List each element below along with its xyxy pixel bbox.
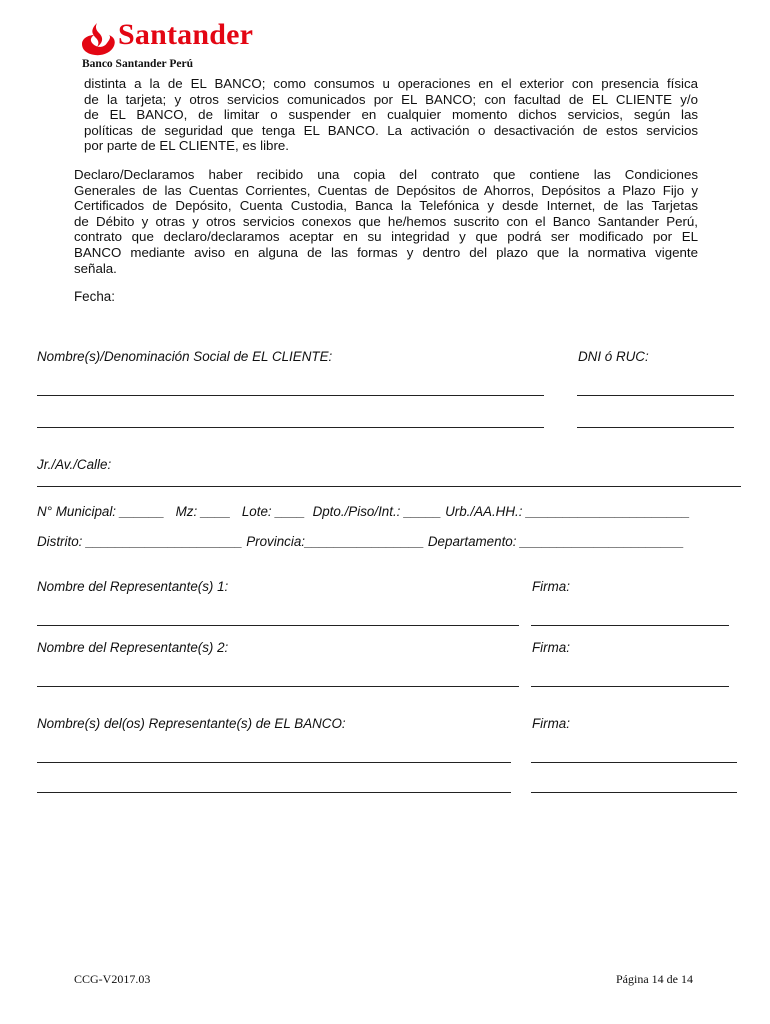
paragraph-line: distinta a la de EL BANCO; como consumos u operaciones en el exterior con presencia física (84, 76, 698, 91)
rep1-signature-line[interactable] (531, 625, 729, 626)
paragraph-line: contrato que declaro/declaramos aceptar en su integridad y que podrá ser modificado por EL (74, 229, 698, 245)
rep2-label: Nombre del Representante(s) 2: (37, 640, 229, 655)
dni-line-2[interactable] (577, 427, 734, 428)
brand-name: Santander (118, 18, 254, 51)
rep2-firma-label: Firma: (532, 640, 570, 655)
dni-line-1[interactable] (577, 395, 734, 396)
client-name-line-2[interactable] (37, 427, 544, 428)
paragraph-line: políticas de seguridad que tenga EL BANCO. La activación o desactivación de estos servicios (84, 122, 698, 138)
bank-rep-signature-line-2[interactable] (531, 792, 737, 793)
paragraph-line: Certificados de Depósito, Cuenta Custodia, Banca la Telefónica y desde Internet, de las Tarjetas (74, 198, 698, 214)
dni-label: DNI ó RUC: (578, 349, 649, 364)
fecha-label: Fecha: (74, 289, 115, 304)
paragraph-line: de Débito y otras y otros servicios conexos que he/hemos suscrito con el Banco Santander Perú, (74, 213, 698, 229)
rep1-firma-label: Firma: (532, 579, 570, 594)
client-name-line-1[interactable] (37, 395, 544, 396)
rep1-label: Nombre del Representante(s) 1: (37, 579, 229, 594)
bank-rep-signature-line-1[interactable] (531, 762, 737, 763)
paragraph-line: Declaro/Declaramos haber recibido una copia del contrato que contiene las Condiciones (74, 167, 698, 182)
street-line[interactable] (37, 486, 741, 487)
bank-rep-label: Nombre(s) del(os) Representante(s) de EL BANCO: (37, 716, 346, 731)
street-label: Jr./Av./Calle: (37, 457, 112, 472)
paragraph-declaration (74, 167, 698, 276)
rep2-name-line[interactable] (37, 686, 519, 687)
page-number: Página 14 de 14 (616, 972, 693, 986)
address-row-2[interactable]: Distrito: _____________________ Provincia:________________ Departamento: ______________________ (37, 534, 685, 549)
paragraph-line: Generales de las Cuentas Corrientes, Cuentas de Depósitos de Ahorros, Depósitos a Plazo Fijo y (74, 182, 698, 198)
address-row-1[interactable]: N° Municipal: ______ Mz: ____ Lote: ____ Dpto./Piso/Int.: _____ Urb./AA.HH.: ______________________ (37, 504, 691, 519)
rep2-signature-line[interactable] (531, 686, 729, 687)
paragraph-services (84, 76, 698, 154)
subbrand: Banco Santander Perú (82, 58, 193, 70)
bank-rep-name-line-1[interactable] (37, 762, 511, 763)
bank-rep-firma-label: Firma: (532, 716, 570, 731)
flame-icon (80, 22, 116, 56)
paragraph-line: por parte de EL CLIENTE, es libre. (84, 138, 289, 154)
paragraph-line: de la tarjeta; y otros servicios comunicados por EL BANCO; con facultad de EL CLIENTE y/o (84, 91, 698, 107)
paragraph-line: BANCO mediante aviso en alguna de las formas y dentro del plazo que la normativa vigente (74, 244, 698, 260)
bank-rep-name-line-2[interactable] (37, 792, 511, 793)
paragraph-line: de EL BANCO, de limitar o suspender en cualquier momento dichos servicios, según las (84, 107, 698, 123)
paragraph-line: señala. (74, 260, 117, 276)
client-name-label: Nombre(s)/Denominación Social de EL CLIENTE: (37, 349, 333, 364)
santander-logo (80, 18, 280, 58)
rep1-name-line[interactable] (37, 625, 519, 626)
document-code: CCG-V2017.03 (74, 972, 151, 986)
